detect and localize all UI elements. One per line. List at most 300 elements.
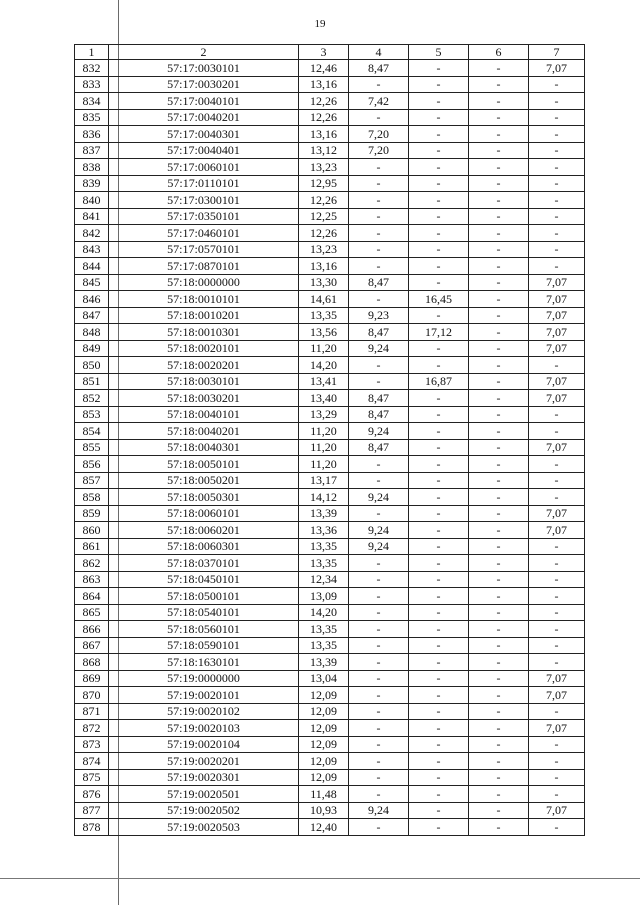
table-cell: 11,20 [299, 439, 349, 456]
table-cell: - [529, 241, 585, 258]
table-cell: 13,09 [299, 588, 349, 605]
table-cell: 877 [75, 802, 109, 819]
table-cell: 57:18:0060301 [109, 538, 299, 555]
table-cell: 13,35 [299, 538, 349, 555]
table-cell: 10,93 [299, 802, 349, 819]
table-cell: - [409, 687, 469, 704]
table-row [75, 703, 585, 720]
table-cell: 12,09 [299, 753, 349, 770]
table-cell: 853 [75, 406, 109, 423]
table-cell: - [469, 175, 529, 192]
table-cell: 12,09 [299, 720, 349, 737]
table-cell: - [529, 109, 585, 126]
table-cell: 57:18:0370101 [109, 555, 299, 572]
table-cell: 13,16 [299, 258, 349, 275]
table-cell: 57:18:0050101 [109, 456, 299, 473]
table-row [75, 126, 585, 143]
table-cell: 7,07 [529, 340, 585, 357]
table-cell: 7,07 [529, 390, 585, 407]
data-table [74, 44, 585, 836]
table-cell: 856 [75, 456, 109, 473]
table-row [75, 769, 585, 786]
table-cell: 846 [75, 291, 109, 308]
table-cell: 57:18:0020201 [109, 357, 299, 374]
table-row [75, 819, 585, 836]
column-header: 1 [75, 45, 109, 60]
table-cell: - [529, 588, 585, 605]
table-cell: - [469, 126, 529, 143]
table-cell: 869 [75, 670, 109, 687]
table-cell: 852 [75, 390, 109, 407]
table-cell: - [469, 340, 529, 357]
table-cell: - [469, 720, 529, 737]
table-cell: 7,07 [529, 324, 585, 341]
table-cell: 868 [75, 654, 109, 671]
table-row [75, 274, 585, 291]
table-cell: 12,26 [299, 109, 349, 126]
table-row [75, 109, 585, 126]
table-row [75, 390, 585, 407]
table-cell: - [469, 93, 529, 110]
table-cell: 861 [75, 538, 109, 555]
table-cell: 858 [75, 489, 109, 506]
table-cell: - [349, 456, 409, 473]
table-row [75, 373, 585, 390]
table-cell: 57:19:0020501 [109, 786, 299, 803]
table-row [75, 621, 585, 638]
table-cell: 857 [75, 472, 109, 489]
page-number: 19 [314, 18, 326, 30]
table-cell: - [469, 621, 529, 638]
table-cell: 12,26 [299, 93, 349, 110]
table-cell: - [469, 637, 529, 654]
table-cell: - [529, 406, 585, 423]
table-cell: 16,87 [409, 373, 469, 390]
table-cell: 13,41 [299, 373, 349, 390]
table-cell: - [469, 60, 529, 77]
table-cell: - [409, 208, 469, 225]
table-cell: 12,26 [299, 192, 349, 209]
table-cell: - [409, 456, 469, 473]
table-cell: - [469, 258, 529, 275]
column-header: 7 [529, 45, 585, 60]
table-cell: 57:17:0030201 [109, 76, 299, 93]
table-cell: - [409, 720, 469, 737]
table-row [75, 423, 585, 440]
table-cell: 7,07 [529, 802, 585, 819]
table-cell: - [409, 390, 469, 407]
table-cell: - [529, 357, 585, 374]
table-cell: - [469, 670, 529, 687]
table-cell: 57:18:0010301 [109, 324, 299, 341]
table-cell: - [469, 109, 529, 126]
table-cell: 13,35 [299, 307, 349, 324]
table-cell: - [469, 489, 529, 506]
table-cell: - [349, 604, 409, 621]
table-cell: 57:17:0350101 [109, 208, 299, 225]
table-cell: 57:18:0050201 [109, 472, 299, 489]
table-row [75, 192, 585, 209]
table-cell: 860 [75, 522, 109, 539]
table-cell: - [529, 786, 585, 803]
table-cell: - [409, 142, 469, 159]
table-cell: 7,07 [529, 522, 585, 539]
table-cell: - [469, 406, 529, 423]
table-row [75, 687, 585, 704]
table-cell: 7,07 [529, 291, 585, 308]
table-row [75, 208, 585, 225]
table-cell: - [529, 538, 585, 555]
table-row [75, 291, 585, 308]
table-cell: 851 [75, 373, 109, 390]
table-cell: 9,24 [349, 340, 409, 357]
table-cell: 13,56 [299, 324, 349, 341]
table-cell: - [469, 423, 529, 440]
table-row [75, 670, 585, 687]
table-cell: 12,25 [299, 208, 349, 225]
table-row [75, 654, 585, 671]
table-cell: - [349, 175, 409, 192]
table-row [75, 60, 585, 77]
table-cell: 57:19:0020502 [109, 802, 299, 819]
table-cell: - [529, 192, 585, 209]
table-cell: 57:18:1630101 [109, 654, 299, 671]
table-cell: - [469, 324, 529, 341]
table-row [75, 225, 585, 242]
table-cell: 843 [75, 241, 109, 258]
table-cell: 57:17:0870101 [109, 258, 299, 275]
table-cell: - [409, 522, 469, 539]
table-cell: 12,34 [299, 571, 349, 588]
table-cell: - [409, 258, 469, 275]
table-cell: - [349, 258, 409, 275]
table-cell: 57:17:0060101 [109, 159, 299, 176]
column-header: 2 [109, 45, 299, 60]
table-cell: 849 [75, 340, 109, 357]
table-cell: 13,39 [299, 654, 349, 671]
table-cell: 876 [75, 786, 109, 803]
table-cell: - [529, 703, 585, 720]
table-cell: - [409, 307, 469, 324]
table-cell: - [409, 76, 469, 93]
table-cell: 836 [75, 126, 109, 143]
table-cell: - [409, 769, 469, 786]
table-cell: - [469, 76, 529, 93]
table-cell: - [349, 720, 409, 737]
table-cell: 14,61 [299, 291, 349, 308]
table-cell: 57:19:0020201 [109, 753, 299, 770]
table-cell: 873 [75, 736, 109, 753]
table-cell: - [529, 258, 585, 275]
table-cell: - [409, 621, 469, 638]
table-row [75, 802, 585, 819]
table-cell: - [529, 555, 585, 572]
table-row [75, 406, 585, 423]
table-cell: 8,47 [349, 390, 409, 407]
table-cell: 57:18:0040101 [109, 406, 299, 423]
table-cell: 8,47 [349, 60, 409, 77]
table-cell: 17,12 [409, 324, 469, 341]
table-cell: - [529, 175, 585, 192]
table-cell: - [529, 654, 585, 671]
table-cell: - [469, 456, 529, 473]
table-cell: 57:18:0000000 [109, 274, 299, 291]
table-cell: - [349, 76, 409, 93]
table-cell: 57:18:0040201 [109, 423, 299, 440]
table-header-row [75, 45, 585, 60]
table-cell: 837 [75, 142, 109, 159]
table-cell: - [469, 571, 529, 588]
table-cell: - [469, 291, 529, 308]
table-cell: - [469, 687, 529, 704]
table-cell: 7,07 [529, 670, 585, 687]
table-cell: 845 [75, 274, 109, 291]
table-row [75, 357, 585, 374]
table-row [75, 720, 585, 737]
table-cell: 840 [75, 192, 109, 209]
table-cell: - [409, 555, 469, 572]
table-row [75, 637, 585, 654]
table-row [75, 505, 585, 522]
table-cell: 57:19:0020503 [109, 819, 299, 836]
table-cell: 9,24 [349, 522, 409, 539]
table-row [75, 307, 585, 324]
table-cell: - [349, 670, 409, 687]
table-cell: - [349, 505, 409, 522]
table-cell: 7,07 [529, 720, 585, 737]
table-cell: 57:18:0060201 [109, 522, 299, 539]
table-cell: 875 [75, 769, 109, 786]
table-cell: - [529, 159, 585, 176]
table-cell: - [349, 786, 409, 803]
table-cell: 13,16 [299, 126, 349, 143]
table-cell: 13,39 [299, 505, 349, 522]
table-cell: 13,17 [299, 472, 349, 489]
table-cell: 13,04 [299, 670, 349, 687]
table-cell: - [349, 357, 409, 374]
table-cell: 12,46 [299, 60, 349, 77]
table-cell: 8,47 [349, 274, 409, 291]
table-row [75, 175, 585, 192]
table-cell: - [469, 769, 529, 786]
table-row [75, 258, 585, 275]
table-cell: - [529, 621, 585, 638]
table-cell: 12,95 [299, 175, 349, 192]
table-cell: 13,23 [299, 241, 349, 258]
table-cell: - [349, 472, 409, 489]
table-cell: 12,09 [299, 736, 349, 753]
table-cell: - [529, 93, 585, 110]
table-cell: - [409, 489, 469, 506]
table-cell: 57:18:0030201 [109, 390, 299, 407]
table-cell: - [529, 604, 585, 621]
table-cell: 13,35 [299, 621, 349, 638]
table-cell: - [349, 159, 409, 176]
table-cell: 13,29 [299, 406, 349, 423]
table-cell: - [409, 109, 469, 126]
table-cell: 872 [75, 720, 109, 737]
table-cell: 57:18:0060101 [109, 505, 299, 522]
table-row [75, 538, 585, 555]
table-cell: 7,20 [349, 126, 409, 143]
table-cell: - [469, 819, 529, 836]
table-cell: - [409, 654, 469, 671]
table-cell: 7,07 [529, 505, 585, 522]
table-cell: 57:19:0020101 [109, 687, 299, 704]
table-row [75, 588, 585, 605]
table-cell: - [349, 637, 409, 654]
table-cell: 7,07 [529, 373, 585, 390]
table-cell: 8,47 [349, 406, 409, 423]
table-cell: - [469, 373, 529, 390]
table-row [75, 786, 585, 803]
table-cell: 847 [75, 307, 109, 324]
table-cell: 14,20 [299, 604, 349, 621]
table-cell: - [409, 819, 469, 836]
table-cell: 57:17:0040401 [109, 142, 299, 159]
table-cell: - [409, 225, 469, 242]
table-cell: 9,24 [349, 802, 409, 819]
table-cell: - [469, 604, 529, 621]
table-cell: - [409, 439, 469, 456]
column-header: 4 [349, 45, 409, 60]
table-cell: 57:18:0020101 [109, 340, 299, 357]
table-cell: 57:19:0020301 [109, 769, 299, 786]
table-cell: - [529, 126, 585, 143]
table-cell: 9,24 [349, 538, 409, 555]
table-cell: - [529, 637, 585, 654]
column-header: 6 [469, 45, 529, 60]
table-cell: - [469, 555, 529, 572]
table-cell: - [469, 274, 529, 291]
table-row [75, 456, 585, 473]
table-row [75, 241, 585, 258]
table-cell: 867 [75, 637, 109, 654]
table-cell: - [469, 538, 529, 555]
table-cell: 850 [75, 357, 109, 374]
table-cell: - [409, 802, 469, 819]
table-cell: - [349, 687, 409, 704]
table-cell: 7,20 [349, 142, 409, 159]
table-cell: 57:17:0570101 [109, 241, 299, 258]
table-cell: - [529, 208, 585, 225]
table-cell: - [349, 192, 409, 209]
table-cell: 57:17:0040101 [109, 93, 299, 110]
table-cell: - [469, 802, 529, 819]
table-row [75, 472, 585, 489]
table-cell: 13,35 [299, 555, 349, 572]
table-cell: - [409, 357, 469, 374]
table-cell: 7,07 [529, 274, 585, 291]
table-cell: 11,20 [299, 340, 349, 357]
table-cell: 57:18:0050301 [109, 489, 299, 506]
table-row [75, 76, 585, 93]
table-cell: 57:17:0300101 [109, 192, 299, 209]
table-cell: - [409, 670, 469, 687]
table-cell: - [529, 142, 585, 159]
table-cell: - [409, 274, 469, 291]
table-row [75, 604, 585, 621]
table-cell: - [469, 654, 529, 671]
table-cell: 57:19:0020103 [109, 720, 299, 737]
table-cell: 8,47 [349, 439, 409, 456]
table-cell: 7,07 [529, 687, 585, 704]
table-cell: 11,20 [299, 423, 349, 440]
table-row [75, 324, 585, 341]
table-cell: 11,48 [299, 786, 349, 803]
table-cell: - [469, 522, 529, 539]
column-header: 3 [299, 45, 349, 60]
page-bottom-rule [0, 878, 640, 879]
table-cell: - [529, 225, 585, 242]
table-cell: - [409, 703, 469, 720]
table-cell: 832 [75, 60, 109, 77]
table-cell: 835 [75, 109, 109, 126]
table-row [75, 142, 585, 159]
table-cell: - [349, 736, 409, 753]
table-cell: 57:17:0030101 [109, 60, 299, 77]
table-cell: 13,16 [299, 76, 349, 93]
table-cell: 848 [75, 324, 109, 341]
table-cell: 57:19:0020104 [109, 736, 299, 753]
table-cell: 839 [75, 175, 109, 192]
table-cell: - [409, 241, 469, 258]
table-cell: - [409, 786, 469, 803]
table-row [75, 340, 585, 357]
table-cell: - [469, 208, 529, 225]
table-cell: 13,35 [299, 637, 349, 654]
table-cell: - [349, 291, 409, 308]
table-cell: - [349, 753, 409, 770]
table-cell: 57:18:0010101 [109, 291, 299, 308]
table-cell: - [409, 637, 469, 654]
table-cell: - [469, 472, 529, 489]
table-cell: - [349, 241, 409, 258]
table-row [75, 489, 585, 506]
table-cell: 838 [75, 159, 109, 176]
table-cell: 57:17:0040201 [109, 109, 299, 126]
table-cell: 14,20 [299, 357, 349, 374]
table-cell: 9,24 [349, 423, 409, 440]
table-cell: - [409, 126, 469, 143]
table-row [75, 736, 585, 753]
table-cell: - [349, 225, 409, 242]
table-cell: 866 [75, 621, 109, 638]
table-cell: 57:18:0450101 [109, 571, 299, 588]
table-cell: - [349, 588, 409, 605]
table-row [75, 522, 585, 539]
table-cell: - [469, 225, 529, 242]
table-cell: - [349, 654, 409, 671]
table-cell: 12,26 [299, 225, 349, 242]
table-cell: 12,09 [299, 687, 349, 704]
table-cell: 865 [75, 604, 109, 621]
table-cell: - [349, 703, 409, 720]
table-cell: - [469, 241, 529, 258]
table-cell: - [409, 159, 469, 176]
table-cell: - [409, 406, 469, 423]
table-cell: - [349, 769, 409, 786]
table-cell: - [529, 489, 585, 506]
table-cell: 57:19:0020102 [109, 703, 299, 720]
table-cell: - [349, 208, 409, 225]
table-cell: - [409, 60, 469, 77]
table-cell: - [529, 736, 585, 753]
table-cell: 878 [75, 819, 109, 836]
table-cell: - [469, 390, 529, 407]
table-row [75, 93, 585, 110]
table-cell: - [349, 621, 409, 638]
